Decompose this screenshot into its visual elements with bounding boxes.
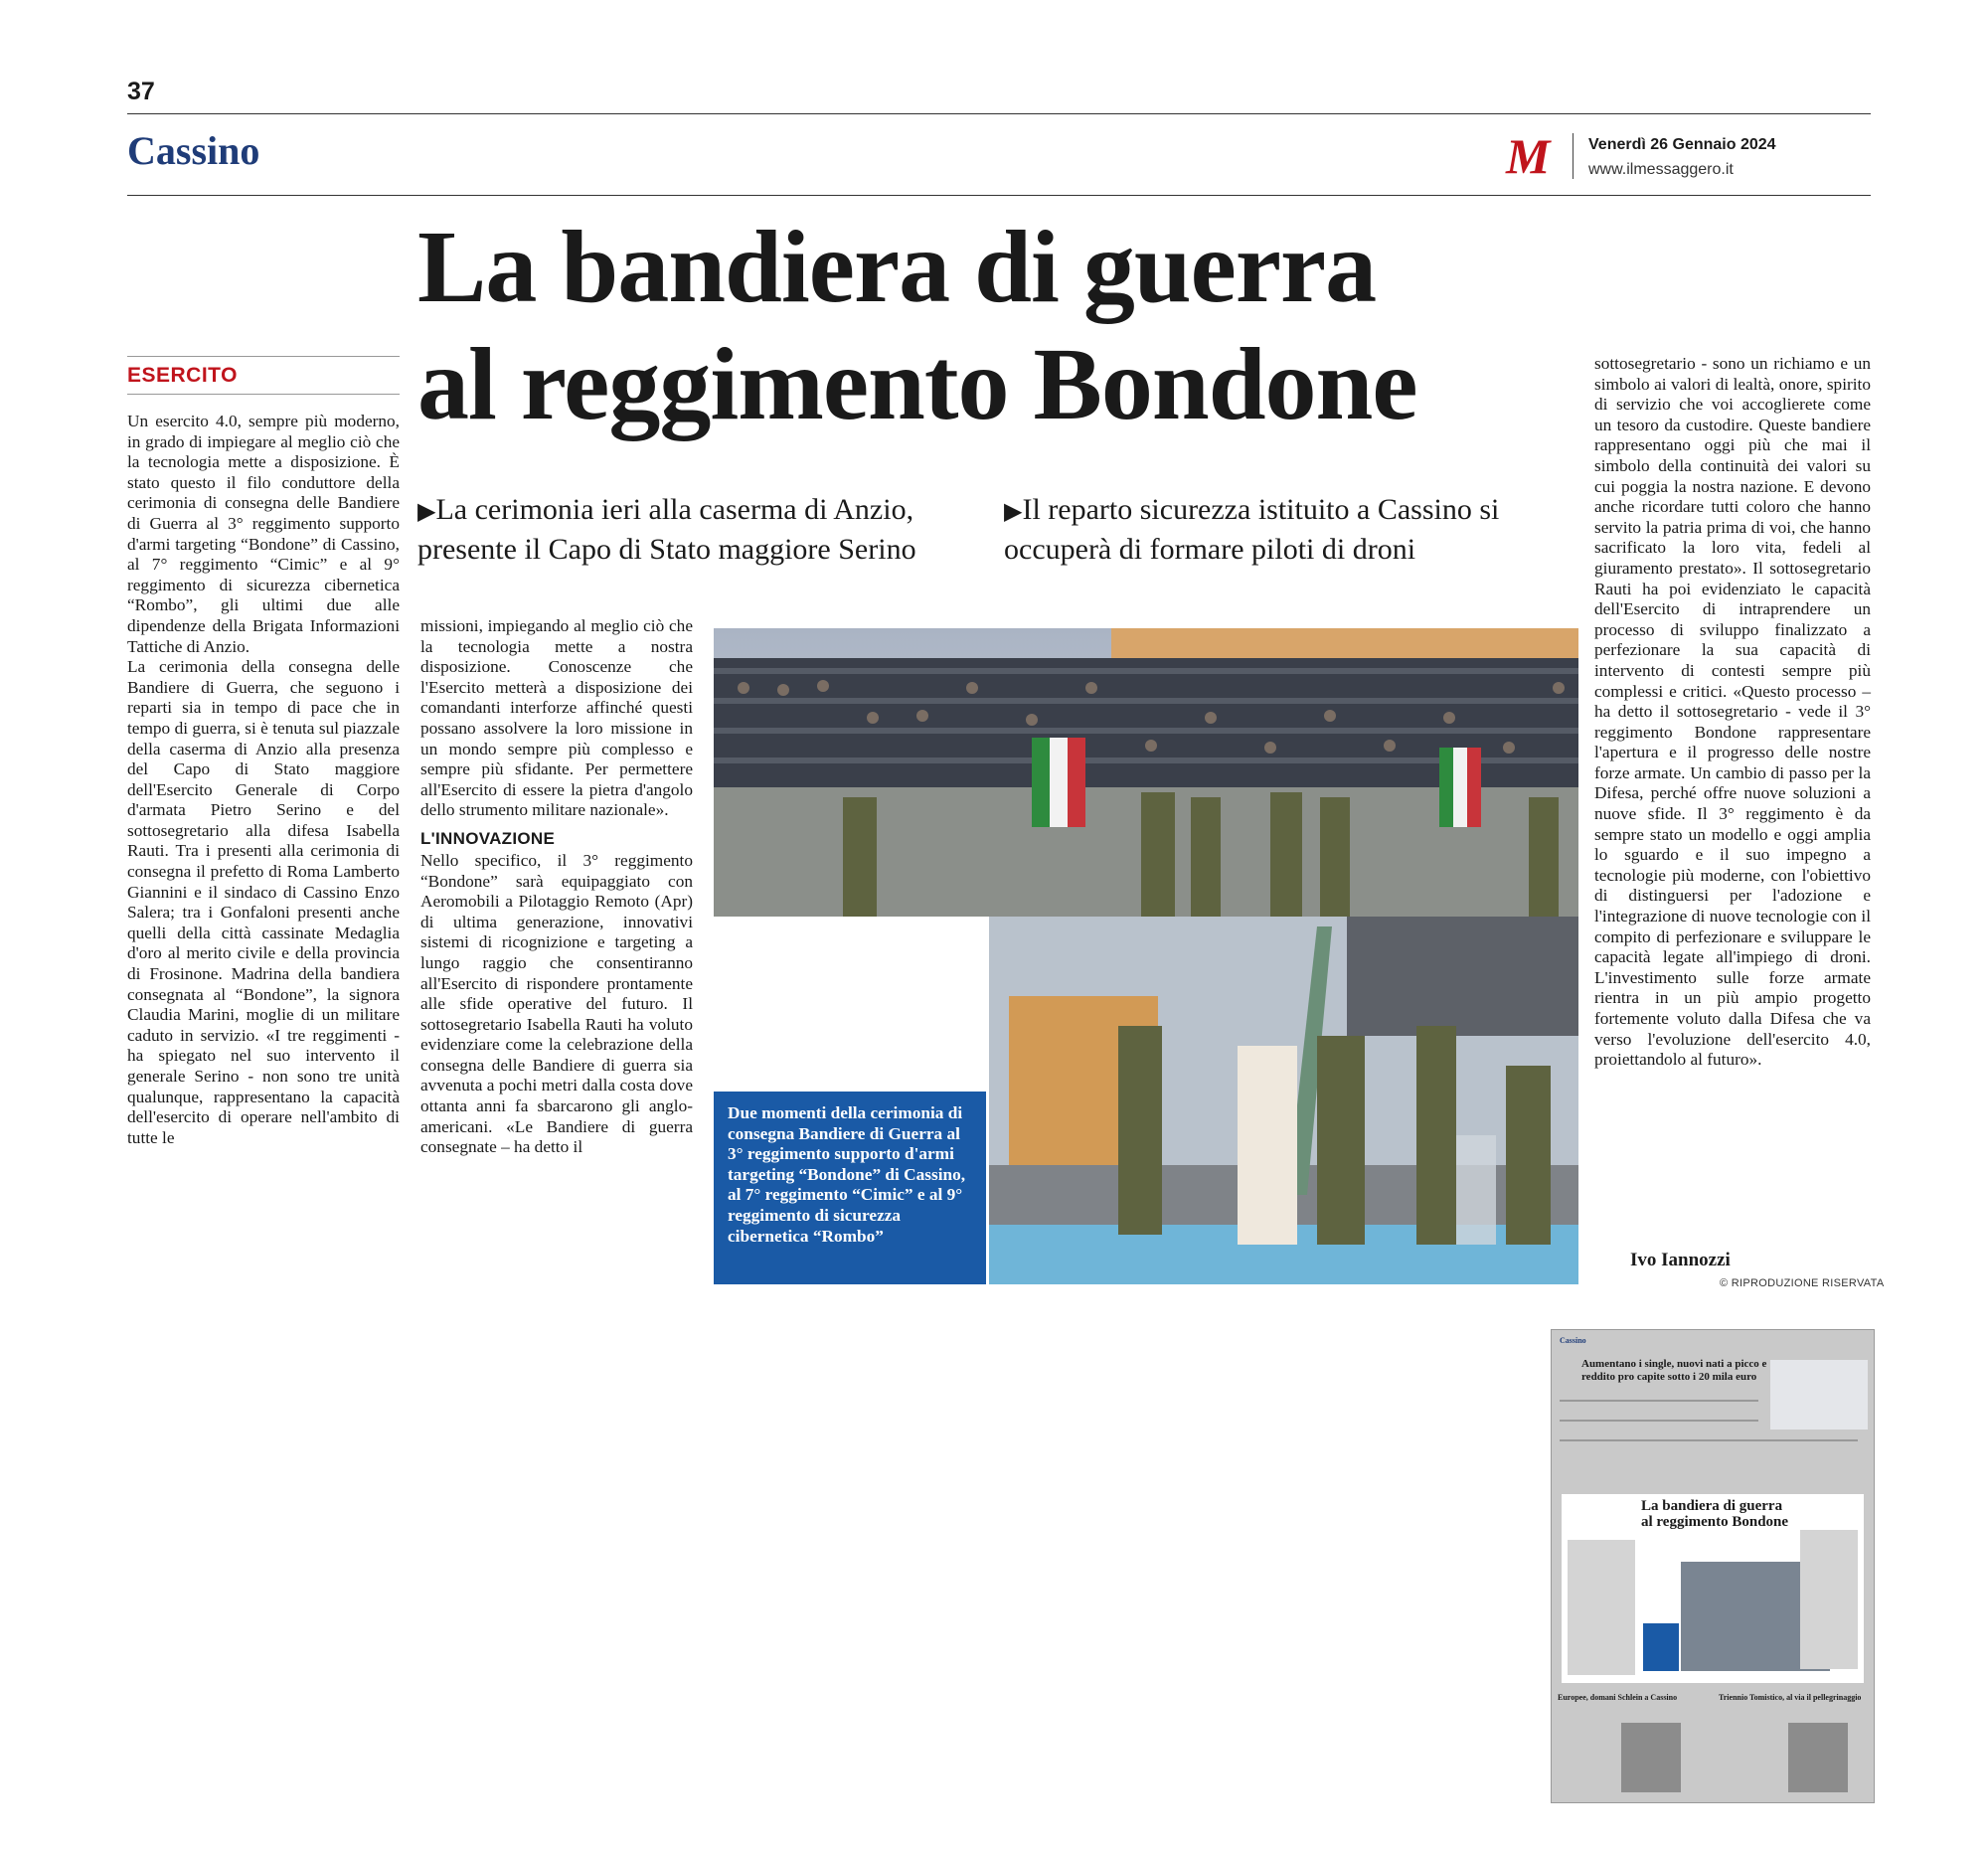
deck-left-text: La cerimonia ieri alla caserma di Anzio, presente il Capo di Stato maggiore Serino [417,493,916,566]
article-byline: Ivo Iannozzi [1630,1250,1731,1270]
thumbnail-mid-column [1568,1540,1635,1675]
article-column-3 [1594,354,1871,1071]
masthead-separator [1573,133,1574,179]
triangle-bullet-icon: ▶ [1004,499,1023,525]
paragraph: La cerimonia della consegna delle Bandiere di Guerra, che seguono i reparti sia in tempo di pace che in tempo di guerra, si è tenuta sul piazzale della caserma di Anzio alla presenza del Capo di Stato maggiore dell'Esercito Generale di Corpo d'armata Pietro Serino e del sottosegretario alla difesa Isabella Rauti. Tra i presenti alla cerimonia di consegna il prefetto di Roma Lamberto Giannini e il sindaco di Cassino Enzo Salera; tra i Gonfaloni presenti anche quelli della città cassinate Medaglia d'oro al merito civile e della provincia di Frosinone. Madrina della bandiera consegnata al “Bondone”, la signora Claudia Marini, moglie di un militare caduto in servizio. «I tre reggimenti - ha spiegato nel suo intervento il generale Serino - non sono tre unità qualunque, rappresentano la capacità dell'esercito di operare nell'ambito di tutte le [127,657,400,1147]
newspaper-logo: M [1506,128,1551,184]
thumbnail-highlight [1562,1494,1864,1683]
header-rule-top [127,113,1871,114]
thumbnail-bottom-left-headline: Europee, domani Schlein a Cassino [1558,1693,1678,1702]
deck-left [417,491,984,569]
article-column-1 [127,412,400,1148]
kicker-rule-bottom [127,394,400,395]
header-rule-bottom [127,195,1871,196]
thumbnail-text-line [1560,1439,1858,1441]
thumbnail-bottom-photo [1788,1723,1848,1792]
deck-right-text: Il reparto sicurezza istituito a Cassino si occuperà di formare piloti di droni [1004,493,1500,566]
article-subhead: L'INNOVAZIONE [420,828,556,848]
article-kicker: ESERCITO [127,364,238,387]
kicker-rule-top [127,356,400,357]
thumbnail-bottom-right-headline: Triennio Tomistico, al via il pellegrinaggio [1719,1693,1862,1702]
thumbnail-mid-headline-1: La bandiera di guerra [1641,1498,1783,1514]
headline-line-2: al reggimento Bondone [417,327,1417,441]
thumbnail-top-headline: Aumentano i single, nuovi nati a picco e reddito pro capite sotto i 20 mila euro [1581,1358,1767,1383]
photo-caption: Due momenti della cerimonia di consegna Bandiere di Guerra al 3° reggimento supporto d'armi targeting “Bondone” di Cassino, al 7° reggimento “Cimic” e al 9° reggimento di sicurezza cibernetica “Rombo” [714,1092,986,1284]
paragraph: sottosegretario - sono un richiamo e un simbolo ai valori di lealtà, onore, spirito di servizio che voi accoglierete come un tesoro da custodire. Queste bandiere rappresentano oggi più che mai il simbolo della continuità dei valori su cui poggia la nostra nazione. E devono anche ricordare tutti coloro che hanno servito la patria prima di voi, che hanno sacrificato la loro vita, fedeli al giuramento prestato». Il sottosegretario Rauti ha poi evidenziato le capacità dell'Esercito di intraprendere un processo di sviluppo finalizzato a perfezionare la sua capacità di intervento di contesti sempre più complessi e critici. «Questo processo – ha detto il sottosegretario - vede il 3° reggimento Bondone rappresentare l'apertura e il progresso delle nostre forze armate. Un cambio di passo per la Difesa, perché offre nuove soluzioni a nuove sfide. Il 3° reggimento è da sempre stato un modello e oggi amplia lo sguardo e il suo impegno a tecnologie più moderne, con l'obiettivo di distinguersi per l'adozione e l'integrazione di nuove tecnologie con il compito di perfezionare e sviluppare le capacità legate all'impiego di droni. L'investimento sulle forze armate rientra in un più ampio progetto fortemente voluto dalla Difesa che va verso l'evoluzione dell'esercito 4.0, proiettandolo al futuro». [1594,354,1871,1070]
deck-right [1004,491,1561,569]
thumbnail-section: Cassino [1560,1336,1586,1345]
paragraph: Un esercito 4.0, sempre più moderno, in grado di impiegare al meglio ciò che la tecnologia mette a disposizione. È stato questo il filo conduttore della cerimonia di consegna delle Bandiere di Guerra al 3° reggimento supporto d'armi targeting “Bondone” di Cassino, al 7° reggimento “Cimic” e al 9° reggimento di sicurezza cibernetica “Rombo”, gli ultimi due alle dipendenze della Brigata Informazioni Tattiche di Anzio. [127,412,400,656]
triangle-bullet-icon: ▶ [417,499,436,525]
page-thumbnail[interactable] [1551,1329,1875,1803]
headline-line-1: La bandiera di guerra [417,210,1377,324]
article-column-2 [420,616,693,1158]
thumbnail-mid-column [1800,1530,1858,1669]
thumbnail-text-line [1560,1420,1758,1422]
section-title: Cassino [127,128,260,173]
page-number: 37 [127,78,155,105]
thumbnail-mid-caption [1643,1623,1679,1671]
thumbnail-mid-headline-2: al reggimento Bondone [1641,1514,1789,1530]
newspaper-url[interactable]: www.ilmessaggero.it [1588,161,1734,178]
ceremony-photo-tribune [714,628,1578,917]
article-headline [417,209,1417,443]
thumbnail-top-photo [1770,1360,1868,1430]
thumbnail-text-line [1560,1400,1758,1402]
issue-date: Venerdì 26 Gennaio 2024 [1588,136,1776,153]
copyright-notice: © RIPRODUZIONE RISERVATA [1720,1277,1885,1289]
paragraph: Nello specifico, il 3° reggimento “Bondone” sarà equipaggiato con Aeromobili a Pilotaggio Remoto (Apr) di ultima generazione, innovativi sistemi di ricognizione e targeting a lungo raggio che consentiranno all'Esercito di rispondere prontamente alle sfide operative del futuro. Il sottosegretario Isabella Rauti ha voluto evidenziare come la celebrazione della consegna delle Bandiere di guerra sia avvenuta a pochi metri dalla costa dove ottanta anni fa sbarcarono gli anglo-americani. «Le Bandiere di guerra consegnate – ha detto il [420,850,693,1157]
paragraph: missioni, impiegando al meglio ciò che la tecnologia mette a nostra disposizione. Conoscenze che l'Esercito metterà a disposizione dei comandanti interforze affinché questi possano assolvere la loro missione in un mondo sempre più complesso e sempre più sfidante. Per permettere all'Esercito di essere la pietra d'angolo dello strumento militare nazionale». [420,616,693,820]
ceremony-photo-flag-handover [989,917,1578,1284]
thumbnail-bottom-photo [1621,1723,1681,1792]
